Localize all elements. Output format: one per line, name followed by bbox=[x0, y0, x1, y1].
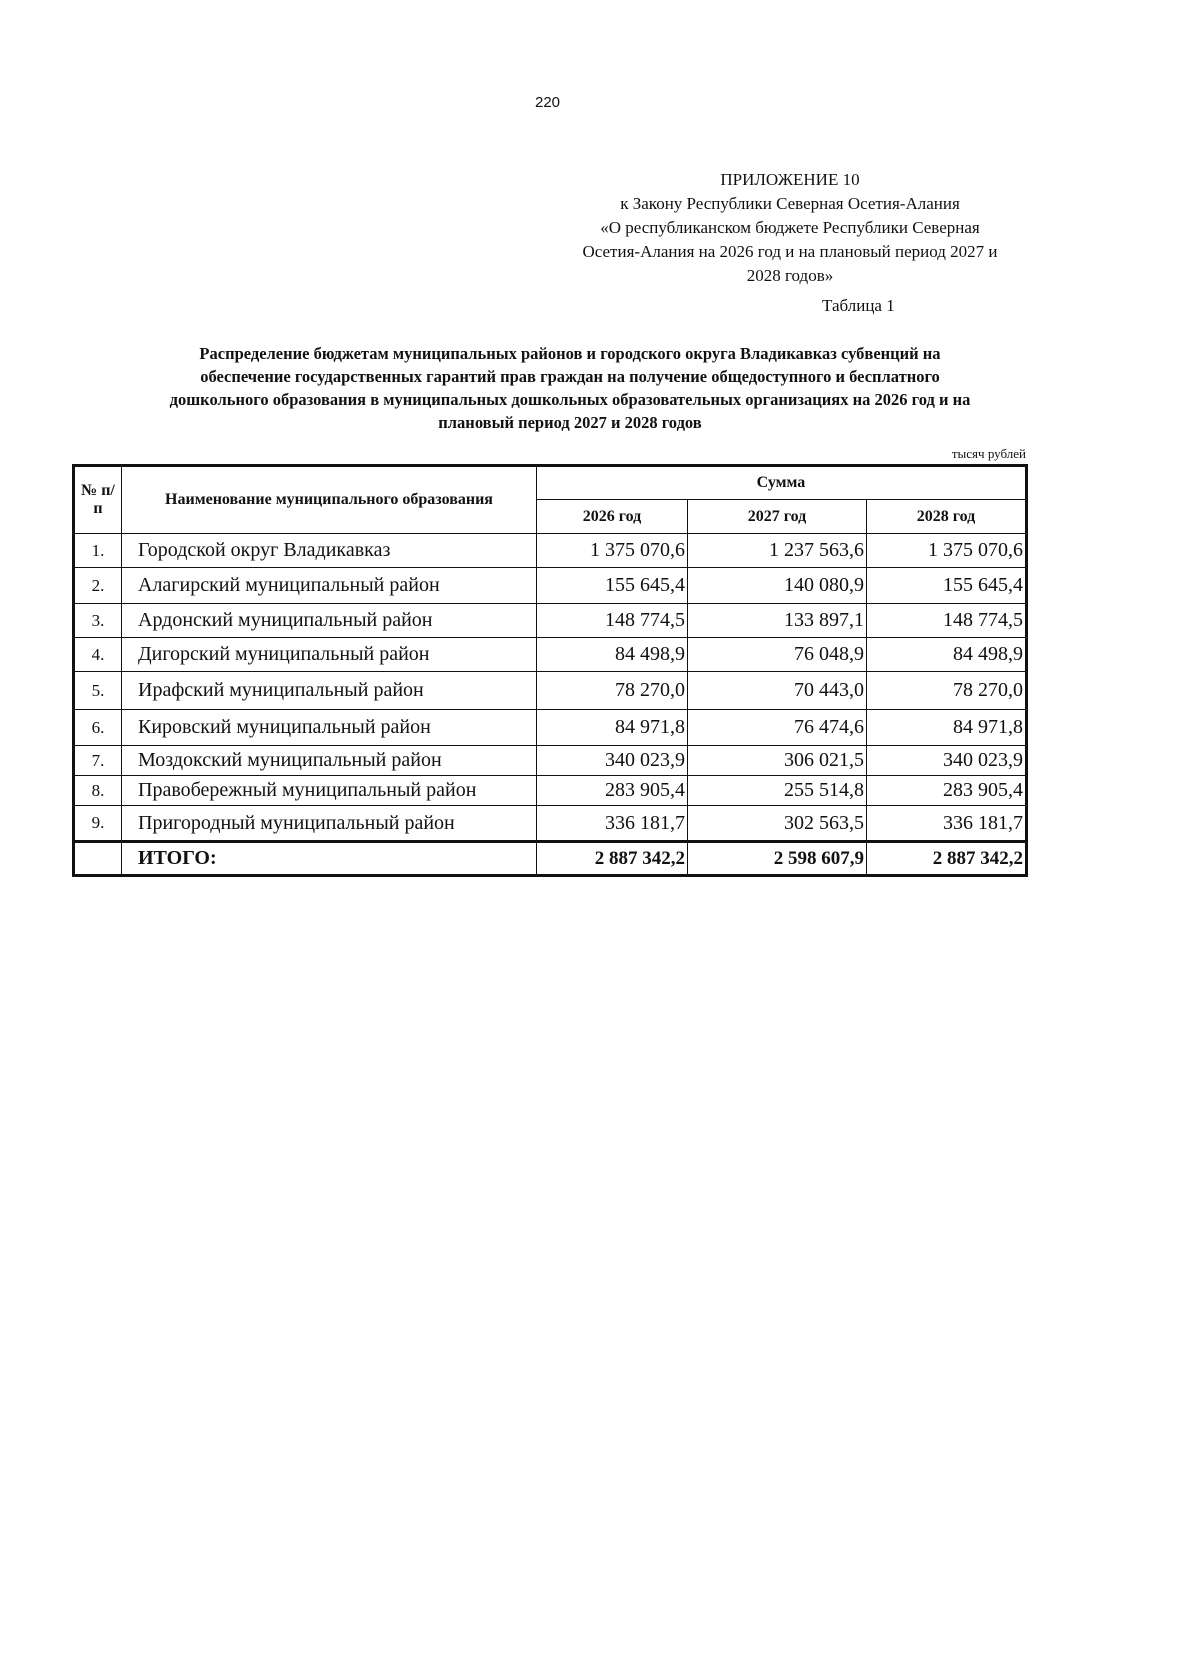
header-num: № п/п bbox=[74, 466, 122, 534]
table-row bbox=[74, 568, 1027, 604]
row-num: 2. bbox=[74, 568, 122, 604]
row-value: 340 023,9 bbox=[867, 746, 1027, 776]
total-value: 2 598 607,9 bbox=[688, 842, 867, 876]
row-value: 76 048,9 bbox=[688, 638, 867, 672]
row-value: 148 774,5 bbox=[537, 604, 688, 638]
row-value: 140 080,9 bbox=[688, 568, 867, 604]
total-value: 2 887 342,2 bbox=[537, 842, 688, 876]
appendix-line: 2028 годов» bbox=[746, 266, 834, 285]
row-num: 4. bbox=[74, 638, 122, 672]
row-name: Городской округ Владикавказ bbox=[122, 534, 537, 568]
table-row bbox=[74, 746, 1027, 776]
header-year: 2026 год bbox=[537, 500, 688, 534]
row-num: 5. bbox=[74, 672, 122, 710]
table-row bbox=[74, 638, 1027, 672]
appendix-line: к Закону Республики Северная Осетия-Алания bbox=[620, 194, 960, 213]
row-value: 84 498,9 bbox=[867, 638, 1027, 672]
row-num: 9. bbox=[74, 806, 122, 842]
row-value: 302 563,5 bbox=[688, 806, 867, 842]
row-name: Ардонский муниципальный район bbox=[122, 604, 537, 638]
row-value: 340 023,9 bbox=[537, 746, 688, 776]
header-sum: Сумма bbox=[537, 466, 1027, 500]
row-name: Ирафский муниципальный район bbox=[122, 672, 537, 710]
table-row bbox=[74, 604, 1027, 638]
table-row bbox=[74, 534, 1027, 568]
table-row bbox=[74, 776, 1027, 806]
table-row bbox=[74, 710, 1027, 746]
row-value: 336 181,7 bbox=[537, 806, 688, 842]
row-name: Пригородный муниципальный район bbox=[122, 806, 537, 842]
row-value: 336 181,7 bbox=[867, 806, 1027, 842]
row-value: 1 375 070,6 bbox=[867, 534, 1027, 568]
table-row bbox=[74, 672, 1027, 710]
row-name: Правобережный муниципальный район bbox=[122, 776, 537, 806]
row-name: Алагирский муниципальный район bbox=[122, 568, 537, 604]
total-row bbox=[74, 842, 1027, 876]
row-value: 283 905,4 bbox=[867, 776, 1027, 806]
row-value: 84 498,9 bbox=[537, 638, 688, 672]
appendix-line: «О республиканском бюджете Республики Северная bbox=[600, 218, 980, 237]
appendix-line: ПРИЛОЖЕНИЕ 10 bbox=[720, 170, 860, 189]
row-num: 3. bbox=[74, 604, 122, 638]
row-value: 84 971,8 bbox=[867, 710, 1027, 746]
row-value: 306 021,5 bbox=[688, 746, 867, 776]
total-label: ИТОГО: bbox=[122, 842, 537, 876]
row-num: 1. bbox=[74, 534, 122, 568]
title-line: Распределение бюджетам муниципальных районов и городского округа Владикавказ субвенций на bbox=[199, 344, 941, 363]
total-num bbox=[74, 842, 122, 876]
row-value: 76 474,6 bbox=[688, 710, 867, 746]
row-value: 1 237 563,6 bbox=[688, 534, 867, 568]
row-value: 148 774,5 bbox=[867, 604, 1027, 638]
header-name: Наименование муниципального образования bbox=[122, 466, 537, 534]
header-year: 2028 год bbox=[867, 500, 1027, 534]
subsidy-table bbox=[72, 464, 1028, 877]
row-value: 1 375 070,6 bbox=[537, 534, 688, 568]
row-value: 78 270,0 bbox=[867, 672, 1027, 710]
row-name: Кировский муниципальный район bbox=[122, 710, 537, 746]
page-number: 220 bbox=[535, 94, 561, 111]
row-value: 155 645,4 bbox=[867, 568, 1027, 604]
table-label: Таблица 1 bbox=[822, 296, 895, 315]
document-title bbox=[90, 342, 1050, 434]
appendix-header bbox=[550, 168, 1030, 288]
appendix-line: Осетия-Алания на 2026 год и на плановый период 2027 и bbox=[582, 242, 998, 261]
total-value: 2 887 342,2 bbox=[867, 842, 1027, 876]
row-value: 155 645,4 bbox=[537, 568, 688, 604]
row-value: 70 443,0 bbox=[688, 672, 867, 710]
row-name: Дигорский муниципальный район bbox=[122, 638, 537, 672]
row-value: 133 897,1 bbox=[688, 604, 867, 638]
header-year: 2027 год bbox=[688, 500, 867, 534]
row-num: 6. bbox=[74, 710, 122, 746]
units-label: тысяч рублей bbox=[951, 446, 1026, 461]
table-row bbox=[74, 806, 1027, 842]
row-value: 283 905,4 bbox=[537, 776, 688, 806]
row-num: 7. bbox=[74, 746, 122, 776]
row-num: 8. bbox=[74, 776, 122, 806]
title-line: плановый период 2027 и 2028 годов bbox=[438, 413, 702, 432]
row-name: Моздокский муниципальный район bbox=[122, 746, 537, 776]
title-line: обеспечение государственных гарантий прав граждан на получение общедоступного и бесплатного bbox=[200, 367, 940, 386]
row-value: 255 514,8 bbox=[688, 776, 867, 806]
row-value: 78 270,0 bbox=[537, 672, 688, 710]
row-value: 84 971,8 bbox=[537, 710, 688, 746]
title-line: дошкольного образования в муниципальных дошкольных образовательных организациях на 2026 год и на bbox=[169, 390, 971, 409]
